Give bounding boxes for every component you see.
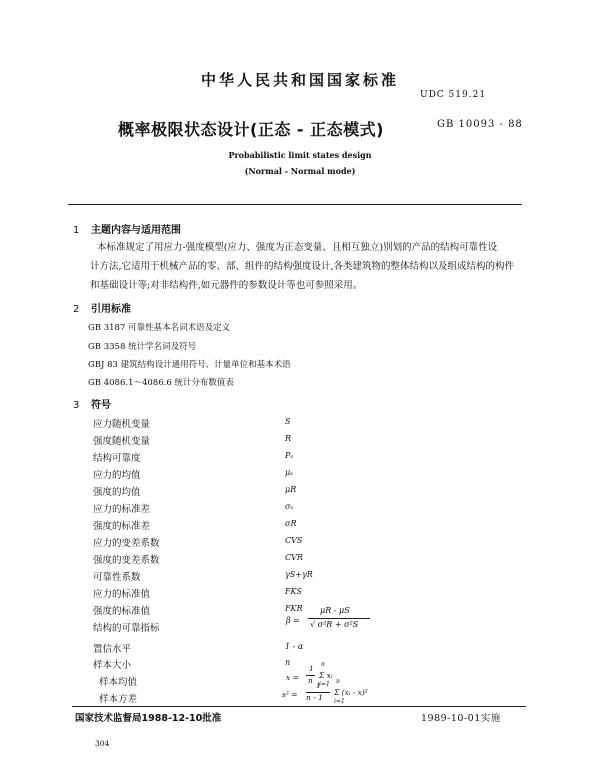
sample-variance-formula [282,680,402,706]
summation: Σ (xᵢ - x)² [334,688,368,697]
section-2-heading [73,300,131,315]
sum-upper-limit: n [321,661,325,668]
fraction-numerator: 1 [316,681,321,690]
section-number: 3 [73,400,80,411]
section-number: 1 [73,225,80,236]
symbol-name: 应力的标准值 [93,589,151,600]
symbol-name: 强度的标准值 [93,606,151,617]
fraction-numerator: 1 [309,664,314,673]
page-title: 概率极限状态设计(正态 - 正态模式) [118,120,384,139]
symbol-value: n [285,658,291,667]
section-number: 2 [73,304,80,315]
symbol-value: σₛ [285,502,294,511]
formula-lhs: s² = [282,690,298,699]
reference-item: GBJ 83 建筑结构设计通用符号、计量单位和基本术语 [88,360,291,370]
section-1-heading [73,221,181,236]
symbol-value: μR [285,485,297,494]
footer-rule [72,706,526,707]
symbol-name: 应力的变差系数 [93,538,160,549]
english-title-line1: Probabilistic limit states design [228,150,372,160]
reliability-index-formula [286,606,376,634]
symbol-name: 强度随机变量 [93,436,151,447]
sum-lower-limit: i=1 [334,698,345,705]
symbol-value: FKS [285,587,303,596]
formula-denominator: √ σ²R + σ²S [310,620,359,629]
section-3-heading [73,396,111,411]
page-number: 304 [95,739,110,748]
symbol-value: σR [285,519,297,528]
symbol-name: 强度的均值 [93,487,141,498]
symbol-value: R [285,434,292,443]
formula-lhs: β = [286,616,300,625]
symbol-name: 应力的标准差 [93,504,151,515]
symbol-value: Pₛ [285,451,294,460]
fraction-denominator: n - 1 [306,693,323,702]
symbol-name: 置信水平 [93,644,132,655]
symbol-name: 样本均值 [99,677,138,688]
symbol-name: 可靠性系数 [93,572,141,583]
fraction-denominator: n [308,676,313,685]
symbol-name: 强度的变差系数 [93,555,160,566]
section-title: 符号 [91,400,111,411]
reference-item: GB 4086.1～4086.6 统计分布数值表 [88,378,234,388]
symbol-value: FKR [285,604,303,613]
symbol-name: 结构的可靠指标 [93,623,160,634]
symbol-value: γS+γR [285,570,313,579]
header-rule [68,204,522,205]
reference-item: GB 3187 可靠性基本名词术语及定义 [88,323,231,333]
symbol-name: 强度的标准差 [93,521,151,532]
section-title: 主题内容与适用范围 [91,225,181,236]
implementation-date: 1989-10-01实施 [421,713,501,724]
formula-lhs: x = [286,673,299,682]
symbol-name: 样本大小 [93,660,132,671]
scope-paragraph-line: 计方法,它适用于机械产品的零、部、组件的结构强度设计,各类建筑物的整体结构以及组成结构的构件 [90,261,515,272]
section-title: 引用标准 [91,304,131,315]
scope-paragraph-line: 本标准规定了用应力-强度模型(应力、强度为正态变量、且相互独立)别划的产品的结构可靠性设 [97,242,498,253]
scope-paragraph-line: 和基础设计等;对非结构件,如元器件的参数设计等也可参照采用。 [90,280,363,291]
symbol-name: 应力的均值 [93,470,141,481]
sum-lower-limit: i=1 [319,681,330,688]
standard-name: 中华人民共和国国家标准 [200,71,399,89]
symbol-name: 应力随机变量 [93,419,151,430]
reference-item: GB 3358 统计学名词及符号 [88,342,197,352]
udc-code: UDC 519.21 [420,90,487,100]
symbol-name: 结构可靠度 [93,453,141,464]
symbol-name: 样本方差 [99,694,138,705]
sum-upper-limit: n [336,678,340,685]
formula-numerator: μR - μS [320,606,350,615]
gb-code: GB 10093 - 88 [437,119,523,130]
english-title-line2: (Normal - Normal mode) [244,166,356,176]
symbol-value: CVR [285,553,303,562]
summation: Σ xᵢ [319,671,333,680]
symbol-value: 1 - α [285,642,304,651]
approval-date: 国家技术监督局1988-12-10批准 [75,713,222,724]
symbol-value: S [285,417,291,426]
symbol-value: μₛ [285,468,293,477]
symbol-value: CVS [285,536,303,545]
fraction-bar [308,618,370,619]
